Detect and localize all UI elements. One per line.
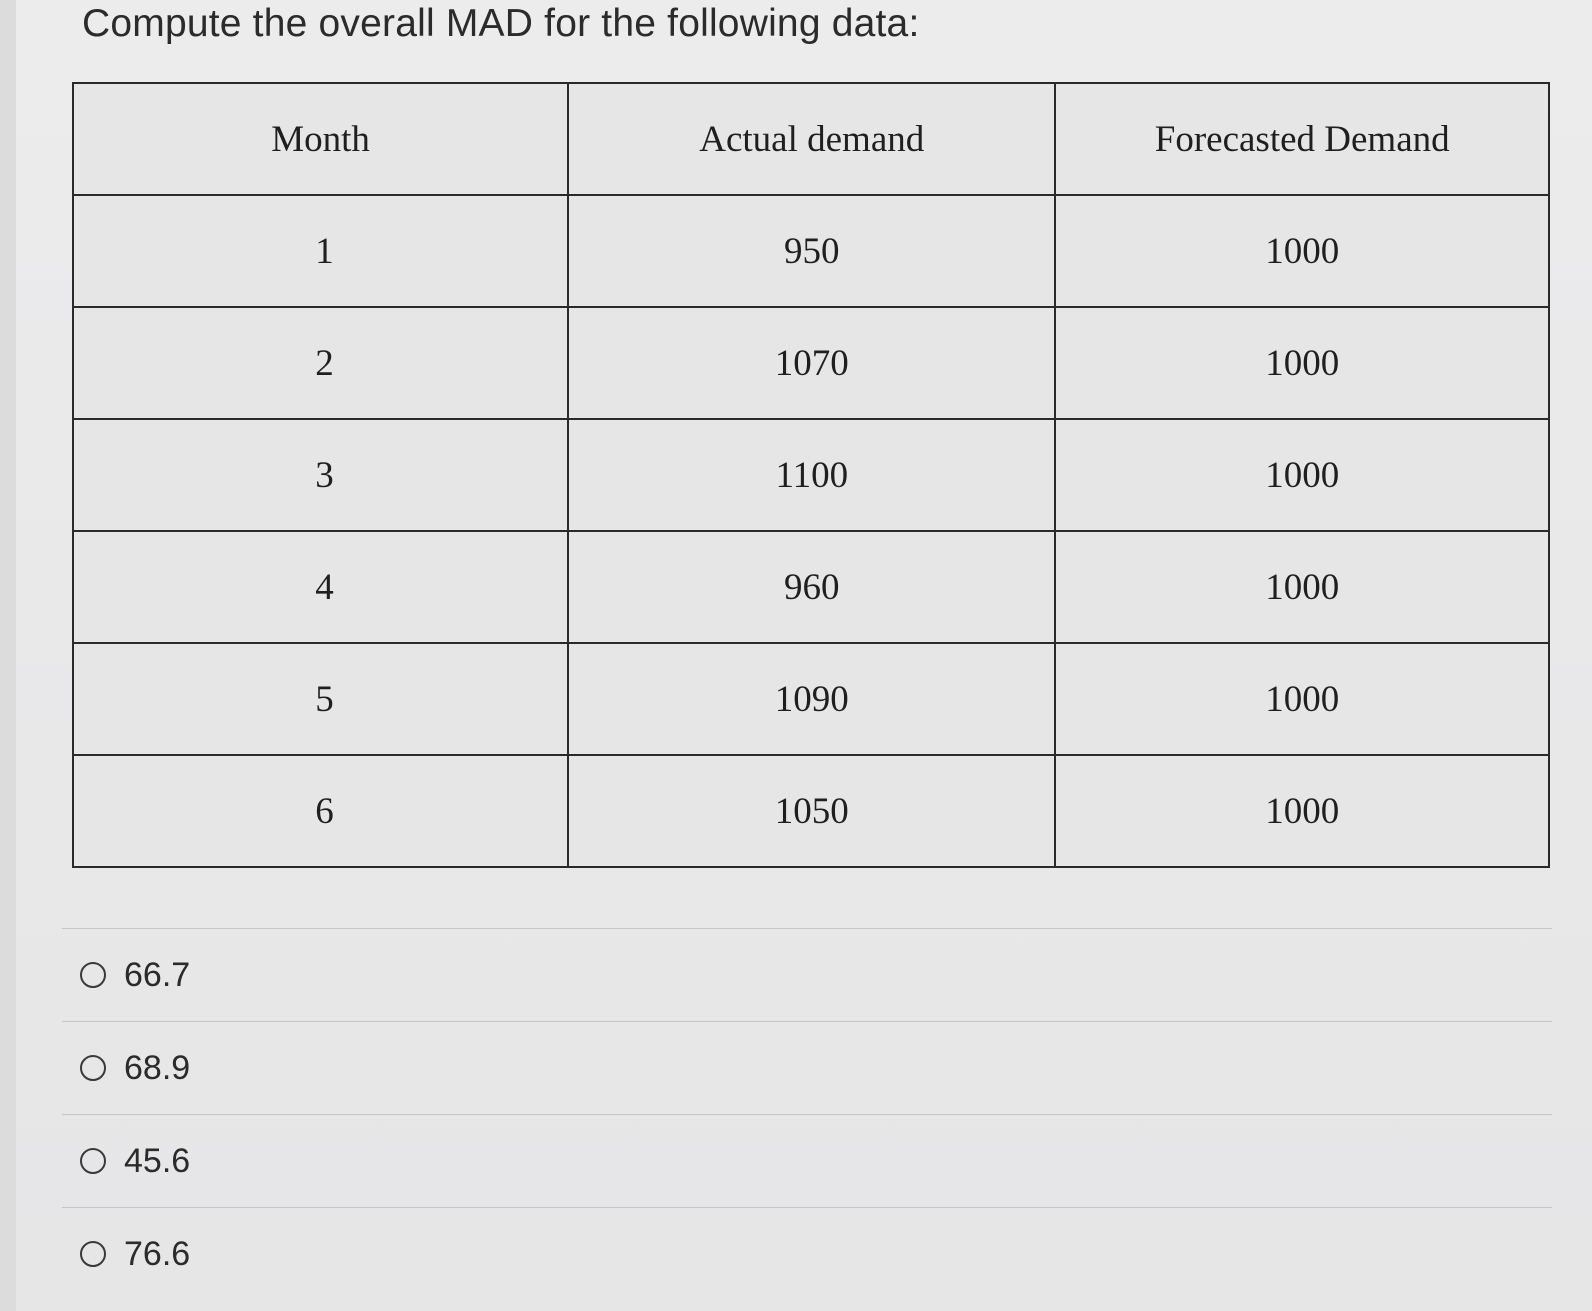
actual-demand-cell: 1070 bbox=[568, 307, 1055, 419]
radio-button[interactable] bbox=[80, 1148, 106, 1174]
demand-table bbox=[72, 82, 1550, 868]
forecasted-demand-cell: 1000 bbox=[1055, 531, 1549, 643]
question-text: Compute the overall MAD for the following data: bbox=[82, 2, 920, 45]
answer-option-label: 68.9 bbox=[124, 1048, 191, 1087]
page-left-edge bbox=[0, 0, 17, 1311]
month-value: 4 bbox=[315, 566, 334, 608]
actual-demand-cell: 1090 bbox=[568, 643, 1055, 755]
column-header-actual-demand: Actual demand bbox=[568, 83, 1055, 195]
month-cell bbox=[73, 307, 568, 419]
table-row bbox=[73, 419, 1549, 531]
actual-demand-cell: 960 bbox=[568, 531, 1055, 643]
radio-button[interactable] bbox=[80, 1241, 106, 1267]
month-value: 3 bbox=[315, 454, 334, 496]
forecasted-demand-cell: 1000 bbox=[1055, 195, 1549, 307]
table-header-row bbox=[73, 83, 1549, 195]
table-row bbox=[73, 643, 1549, 755]
forecasted-demand-cell: 1000 bbox=[1055, 307, 1549, 419]
answer-option[interactable] bbox=[62, 1207, 1552, 1300]
month-value: 1 bbox=[315, 230, 334, 272]
answer-option-label: 66.7 bbox=[124, 955, 191, 994]
answer-option[interactable] bbox=[62, 1021, 1552, 1114]
actual-demand-cell: 950 bbox=[568, 195, 1055, 307]
answer-option-label: 76.6 bbox=[124, 1234, 191, 1273]
month-cell bbox=[73, 195, 568, 307]
forecasted-demand-cell: 1000 bbox=[1055, 643, 1549, 755]
table-row bbox=[73, 307, 1549, 419]
month-value: 6 bbox=[315, 790, 334, 832]
month-value: 2 bbox=[315, 342, 334, 384]
table-row bbox=[73, 195, 1549, 307]
column-header-month: Month bbox=[73, 83, 568, 195]
forecasted-demand-cell: 1000 bbox=[1055, 755, 1549, 867]
answer-option-label: 45.6 bbox=[124, 1141, 191, 1180]
radio-button[interactable] bbox=[80, 1055, 106, 1081]
month-cell bbox=[73, 643, 568, 755]
forecasted-demand-cell: 1000 bbox=[1055, 419, 1549, 531]
answer-options bbox=[62, 928, 1552, 1300]
month-cell bbox=[73, 531, 568, 643]
actual-demand-cell: 1050 bbox=[568, 755, 1055, 867]
table-row bbox=[73, 755, 1549, 867]
month-cell bbox=[73, 755, 568, 867]
answer-option[interactable] bbox=[62, 928, 1552, 1021]
actual-demand-cell: 1100 bbox=[568, 419, 1055, 531]
month-value: 5 bbox=[315, 678, 334, 720]
answer-option[interactable] bbox=[62, 1114, 1552, 1207]
radio-button[interactable] bbox=[80, 962, 106, 988]
table-row bbox=[73, 531, 1549, 643]
column-header-forecasted-demand: Forecasted Demand bbox=[1055, 83, 1549, 195]
month-cell bbox=[73, 419, 568, 531]
